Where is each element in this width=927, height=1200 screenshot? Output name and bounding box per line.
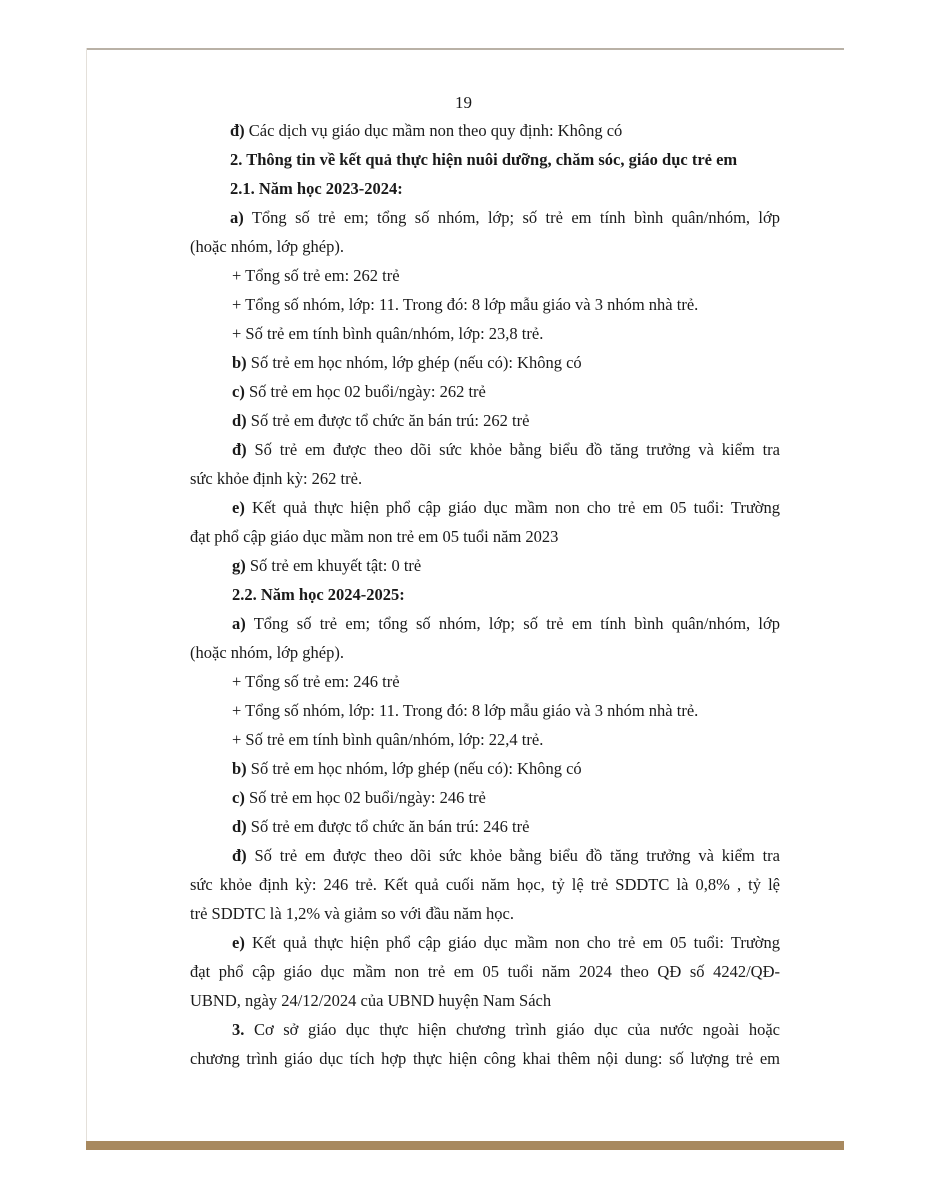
item-marker: b) — [232, 353, 247, 372]
item-text: Số trẻ em được tổ chức ăn bán trú: 262 trẻ — [246, 411, 530, 430]
item-marker: đ) — [230, 121, 245, 140]
item-text: Số trẻ em học nhóm, lớp ghép (nếu có): Không có — [246, 759, 582, 778]
subsection-heading-2-1: 2.1. Năm học 2023-2024: — [230, 179, 403, 198]
item-dd-2023 — [190, 435, 780, 464]
item-d-2023 — [190, 406, 780, 435]
item-text: Số trẻ em được tổ chức ăn bán trú: 246 trẻ — [246, 817, 530, 836]
item-marker: đ) — [232, 846, 247, 865]
item-marker: d) — [232, 411, 247, 430]
item-text: Số trẻ em học 02 buổi/ngày: 246 trẻ — [244, 788, 486, 807]
item-dd-2023-cont: sức khỏe định kỳ: 262 trẻ. — [190, 469, 363, 488]
item-marker: c) — [232, 788, 245, 807]
bullet-average-2024: + Số trẻ em tính bình quân/nhóm, lớp: 22,4 trẻ. — [232, 730, 544, 749]
bullet-total-groups-2024: + Tổng số nhóm, lớp: 11. Trong đó: 8 lớp mẫu giáo và 3 nhóm nhà trẻ. — [232, 701, 699, 720]
item-e-2023 — [190, 493, 780, 522]
item-a-2023 — [190, 203, 780, 232]
item-b-2024 — [190, 754, 780, 783]
item-text: Tổng số trẻ em; tổng số nhóm, lớp; số trẻ em tính bình quân/nhóm, lớp — [245, 614, 780, 633]
item-d-2024 — [190, 812, 780, 841]
item-g-2023 — [190, 551, 780, 580]
item-text: Tổng số trẻ em; tổng số nhóm, lớp; số trẻ em tính bình quân/nhóm, lớp — [243, 208, 780, 227]
item-text: Cơ sở giáo dục thực hiện chương trình giáo dục của nước ngoài hoặc — [244, 1020, 780, 1039]
item-e-2024 — [190, 928, 780, 957]
subsection-heading-2-2: 2.2. Năm học 2024-2025: — [232, 585, 405, 604]
item-c-2023 — [190, 377, 780, 406]
item-a-2024-cont: (hoặc nhóm, lớp ghép). — [190, 643, 344, 662]
bullet-average-2023: + Số trẻ em tính bình quân/nhóm, lớp: 23,8 trẻ. — [232, 324, 544, 343]
item-marker: e) — [232, 933, 245, 952]
item-dd-2024-cont: sức khỏe định kỳ: 246 trẻ. Kết quả cuối năm học, tỷ lệ trẻ SDDTC là 0,8% , tỷ lệ — [190, 875, 780, 894]
item-e-2023-cont: đạt phổ cập giáo dục mầm non trẻ em 05 tuổi năm 2023 — [190, 527, 559, 546]
document-body — [190, 116, 780, 1073]
item-text: Số trẻ em học nhóm, lớp ghép (nếu có): Không có — [246, 353, 582, 372]
item-b-2023 — [190, 348, 780, 377]
item-text: Số trẻ em học 02 buổi/ngày: 262 trẻ — [244, 382, 486, 401]
item-text: Số trẻ em được theo dõi sức khỏe bằng biểu đồ tăng trưởng và kiểm tra — [246, 846, 780, 865]
page-number: 19 — [455, 93, 472, 112]
item-dd-2024-cont-2: trẻ SDDTC là 1,2% và giảm so với đầu năm học. — [190, 904, 514, 923]
item-text: Số trẻ em khuyết tật: 0 trẻ — [245, 556, 422, 575]
paper-left-edge — [86, 48, 87, 1148]
item-text: Số trẻ em được theo dõi sức khỏe bằng biểu đồ tăng trưởng và kiểm tra — [246, 440, 780, 459]
item-marker: 3. — [232, 1020, 245, 1039]
item-a-2024 — [190, 609, 780, 638]
item-marker: a) — [230, 208, 244, 227]
item-marker: đ) — [232, 440, 247, 459]
item-text: Kết quả thực hiện phổ cập giáo dục mầm non cho trẻ em 05 tuổi: Trường — [244, 498, 780, 517]
section-heading-2: 2. Thông tin về kết quả thực hiện nuôi dưỡng, chăm sóc, giáo dục trẻ em — [230, 150, 738, 169]
item-dd-2024 — [190, 841, 780, 870]
bullet-total-children-2024: + Tổng số trẻ em: 246 trẻ — [232, 672, 400, 691]
item-marker: b) — [232, 759, 247, 778]
paper-top-edge — [86, 48, 844, 50]
item-e-2024-cont: đạt phổ cập giáo dục mầm non trẻ em 05 tuổi năm 2024 theo QĐ số 4242/QĐ- — [190, 962, 780, 981]
bullet-total-children-2023: + Tổng số trẻ em: 262 trẻ — [232, 266, 400, 285]
item-text: Kết quả thực hiện phổ cập giáo dục mầm non cho trẻ em 05 tuổi: Trường — [244, 933, 780, 952]
item-marker: d) — [232, 817, 247, 836]
item-a-2023-cont: (hoặc nhóm, lớp ghép). — [190, 237, 344, 256]
item-d-services — [190, 116, 780, 145]
item-c-2024 — [190, 783, 780, 812]
section-3-paragraph-cont: chương trình giáo dục tích hợp thực hiện công khai thêm nội dung: số lượng trẻ em — [190, 1049, 780, 1068]
item-marker: e) — [232, 498, 245, 517]
paper-bottom-edge — [86, 1141, 844, 1150]
item-marker: c) — [232, 382, 245, 401]
bullet-total-groups-2023: + Tổng số nhóm, lớp: 11. Trong đó: 8 lớp mẫu giáo và 3 nhóm nhà trẻ. — [232, 295, 699, 314]
item-text: Các dịch vụ giáo dục mầm non theo quy định: Không có — [244, 121, 623, 140]
section-3-paragraph — [190, 1015, 780, 1044]
item-e-2024-cont-2: UBND, ngày 24/12/2024 của UBND huyện Nam Sách — [190, 991, 552, 1010]
item-marker: a) — [232, 614, 246, 633]
item-marker: g) — [232, 556, 246, 575]
